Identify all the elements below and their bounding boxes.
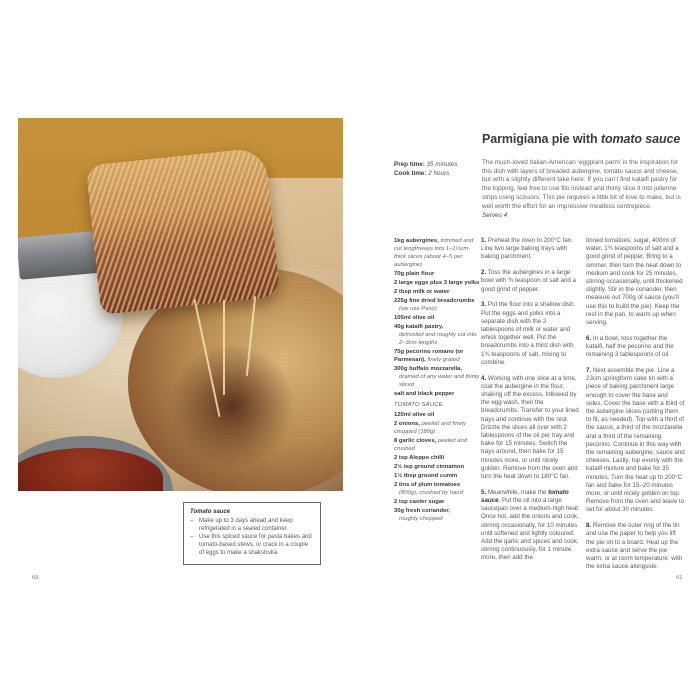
cook-time-value: 2 hours xyxy=(428,170,450,177)
step-text: Working with one slice at a time, coat the aubergine in the flour, shaking off the excess, followed by the egg wash, then the breadcrumbs. Transfer to your lined trays and continue with the rest. Drizzle the slices all over with 2 tablespoons of the oil per tray and bake for 15 minutes. Switch the trays around, then bake for 15 minutes more, or until nicely golden. Remove from the oven and turn the heat down to 180°C fan. xyxy=(481,374,579,481)
serves: Serves 4 xyxy=(482,212,508,219)
ingredient-item xyxy=(394,238,480,270)
ingredient-item xyxy=(394,473,480,481)
ingredient-item xyxy=(394,464,480,472)
method-step xyxy=(586,367,685,515)
step-number: 5. xyxy=(481,488,487,496)
method-step xyxy=(481,237,580,262)
step-text: tinned tomatoes, sugar, 400ml of water, 1¾ teaspoons of salt and a good grind of pepper. Bring to a simmer, then turn the heat down to medium and cook for 25 minutes, stirring occasionally, until thickened slightly. Stir in the coriander, then measure out 700g of sauce (you’ll use this to build the pie). Keep the rest in the pan, to warm up when serving. xyxy=(586,237,683,327)
step-text: Put the flour into a shallow dish. Put the eggs and yolks into a separate dish with the 2 tablespoons of milk or water and whisk together well. Put the breadcrumbs into a third dish with 1¾ teaspoons of salt, mixing to combine. xyxy=(481,301,576,366)
method-step xyxy=(481,489,580,563)
ingredient-note: (800g), crushed by hand xyxy=(399,490,463,497)
ingredient-note: trimmed and cut lengthways into 1–1½cm-thick slices (about 4–5 per aubergine) xyxy=(394,238,474,268)
ingredient-item xyxy=(394,421,480,437)
photo-cheese-strand xyxy=(223,300,225,395)
ingredient-item xyxy=(394,482,480,498)
ingredient-note: roughly chopped xyxy=(399,516,443,523)
recipe-title-italic: tomato sauce xyxy=(600,132,681,146)
method-step xyxy=(481,269,580,294)
method-step xyxy=(481,301,580,367)
step-number: 4. xyxy=(481,374,487,382)
dash-bullet: – xyxy=(190,518,194,524)
recipe-intro: The much-loved Italian-American ‘eggplant parm’ is the inspiration for this dish with layers of breaded aubergine, tomato sauce and cheese, but with a slightly different take here. If you can’t find kataifi pastry for the topping, feel free to use filo instead and thinly slice it into julienne strips using scissors. This pie requires a little bit of love to make, but is well worth the effort for an impressive meatless centrepiece. xyxy=(482,159,681,210)
prep-time-label: Prep time: xyxy=(394,161,425,168)
recipe-photo xyxy=(18,118,343,491)
step-number: 1. xyxy=(481,237,487,244)
ingredient-note: defrosted and roughly cut into 2–3cm lengths xyxy=(399,332,477,346)
tip-text: Use this spiced sauce for pasta bakes and tomato-based stews, or crack in a couple of eggs to make a shakshuka. xyxy=(199,534,312,556)
ingredient-name: 75g pecorino romano (or Parmesan), xyxy=(394,349,464,363)
step-text: Preheat the oven to 200°C fan. Line two large baking trays with baking parchment. xyxy=(481,237,573,261)
step-number: 6. xyxy=(586,334,592,342)
recipe-title xyxy=(482,132,680,146)
tip-box-title: Tomato sauce xyxy=(190,509,231,515)
ingredient-note: finely grated xyxy=(427,357,460,363)
ingredient-name: 2 tins of plum tomatoes xyxy=(394,482,461,489)
ingredient-note: drained of any water and thinly sliced xyxy=(399,374,480,388)
tip-item xyxy=(190,517,314,533)
step-text: Next assemble the pie. Line a 23cm springform cake tin with a piece of baking parchment large enough to cover the base and sides. Cover the base with a third of the aubergine slices (cutting them to fit, as needed). Top with a third of the sauce, a third of the mozzarella and a third of the remaining pecorino. Continue in this way with the remaining aubergine, sauce and cheeses. Lastly, top evenly with the kataifi mixture and bake for 35 minutes. Turn the heat up to 200°C fan and bake for 15–20 minutes more, or until nicely golden on top. Remove from the oven and leave to set for about 30 minutes. xyxy=(586,367,685,514)
ingredient-item xyxy=(394,349,480,365)
ingredient-name: 1kg aubergines, xyxy=(394,238,439,244)
step-text: In a bowl, toss together the kataifi, half the pecorino and the remaining 3 tablespoons of oil. xyxy=(586,334,674,359)
ingredient-note: (we use Paxo) xyxy=(399,306,437,312)
ingredient-name: 300g buffalo mozzarella, xyxy=(394,366,463,373)
step-text-lead: Meanwhile, make the xyxy=(487,488,549,496)
ingredient-item xyxy=(394,271,480,279)
tip-box xyxy=(183,502,321,565)
ingredient-item xyxy=(394,499,480,507)
method-step-continued xyxy=(586,237,685,327)
method-step xyxy=(586,522,685,571)
ingredient-item xyxy=(394,391,480,399)
step-number: 7. xyxy=(586,367,592,375)
prep-time-value: 35 minutes xyxy=(426,161,458,168)
ingredient-name: 120ml olive oil xyxy=(394,411,435,418)
ingredient-item xyxy=(394,412,480,420)
ingredient-item xyxy=(394,438,480,454)
step-number: 8. xyxy=(586,522,592,530)
page-number-right: 61 xyxy=(676,574,683,581)
step-text: Remove the outer ring of the tin and use the paper to help you lift the pie on to a board. Heat up the extra sauce and serve the pie warm, or at room temperature, with the extra sauce alongside. xyxy=(586,522,683,571)
method-column-1 xyxy=(481,237,580,570)
photo-pie-slice xyxy=(86,147,281,315)
ingredient-item xyxy=(394,508,480,524)
step-text-emphasis: tomato sauce xyxy=(481,488,569,505)
ingredient-name: 225g fine dried breadcrumbs xyxy=(394,298,475,305)
prep-time xyxy=(394,160,457,169)
step-text: Toss the aubergines in a large bowl with ¾ teaspoon of salt and a good grind of pepper. xyxy=(481,269,576,293)
ingredient-name: 2 large eggs plus 3 large yolks xyxy=(394,279,480,286)
recipe-title-main: Parmigiana pie with xyxy=(482,132,601,146)
tip-item xyxy=(190,533,314,557)
cook-time-label: Cook time: xyxy=(394,170,427,177)
ingredient-item xyxy=(394,324,480,348)
ingredient-name: 105ml olive oil xyxy=(394,315,435,322)
ingredient-item xyxy=(394,298,480,314)
ingredient-name: 2 tsp caster sugar xyxy=(394,499,445,506)
step-number: 2. xyxy=(481,269,487,277)
method-step xyxy=(481,375,580,482)
ingredient-name: 30g fresh coriander, xyxy=(394,508,450,515)
ingredient-item xyxy=(394,280,480,288)
ingredient-note: peeled and crushed xyxy=(394,437,468,452)
recipe-meta xyxy=(394,160,457,178)
ingredient-name: 40g kataifi pastry, xyxy=(394,324,444,331)
ingredient-name: 70g plain flour xyxy=(394,270,435,277)
ingredient-name: 2 onions, xyxy=(394,420,420,427)
ingredient-item xyxy=(394,315,480,323)
ingredient-name: 2 tbsp milk or water xyxy=(394,289,450,295)
ingredient-name: 2 tsp Aleppo chilli xyxy=(394,454,445,461)
ingredient-item xyxy=(394,289,480,297)
ingredient-name: salt and black pepper xyxy=(394,391,455,397)
ingredient-name: 8 garlic cloves, xyxy=(394,437,437,444)
page-number-left: 60 xyxy=(32,574,39,581)
step-text: . Put the oil into a large saucepan over a medium-high heat. Once hot, add the onions and cook, stirring occasionally, for 10 minutes until softened and lightly coloured. Add the garlic and spices and cook, stirring continuously, for 1 minute more, then add the xyxy=(481,497,580,562)
step-number: 3. xyxy=(481,301,487,309)
cook-time xyxy=(394,169,457,178)
ingredient-item xyxy=(394,366,480,390)
method-column-2 xyxy=(586,237,685,579)
ingredient-note: peeled and finely chopped (180g) xyxy=(394,420,467,435)
dash-bullet: – xyxy=(190,534,194,540)
ingredient-item xyxy=(394,455,480,463)
sauce-heading: TOMATO SAUCE xyxy=(394,401,443,408)
ingredients-list xyxy=(394,238,480,525)
tip-text: Make up to 3 days ahead and keep refrigerated in a sealed container. xyxy=(199,518,293,532)
ingredient-name: 2½ tsp ground cinnamon xyxy=(394,464,465,470)
ingredient-name: 1½ tbsp ground cumin xyxy=(394,473,458,480)
method-step xyxy=(586,335,685,360)
